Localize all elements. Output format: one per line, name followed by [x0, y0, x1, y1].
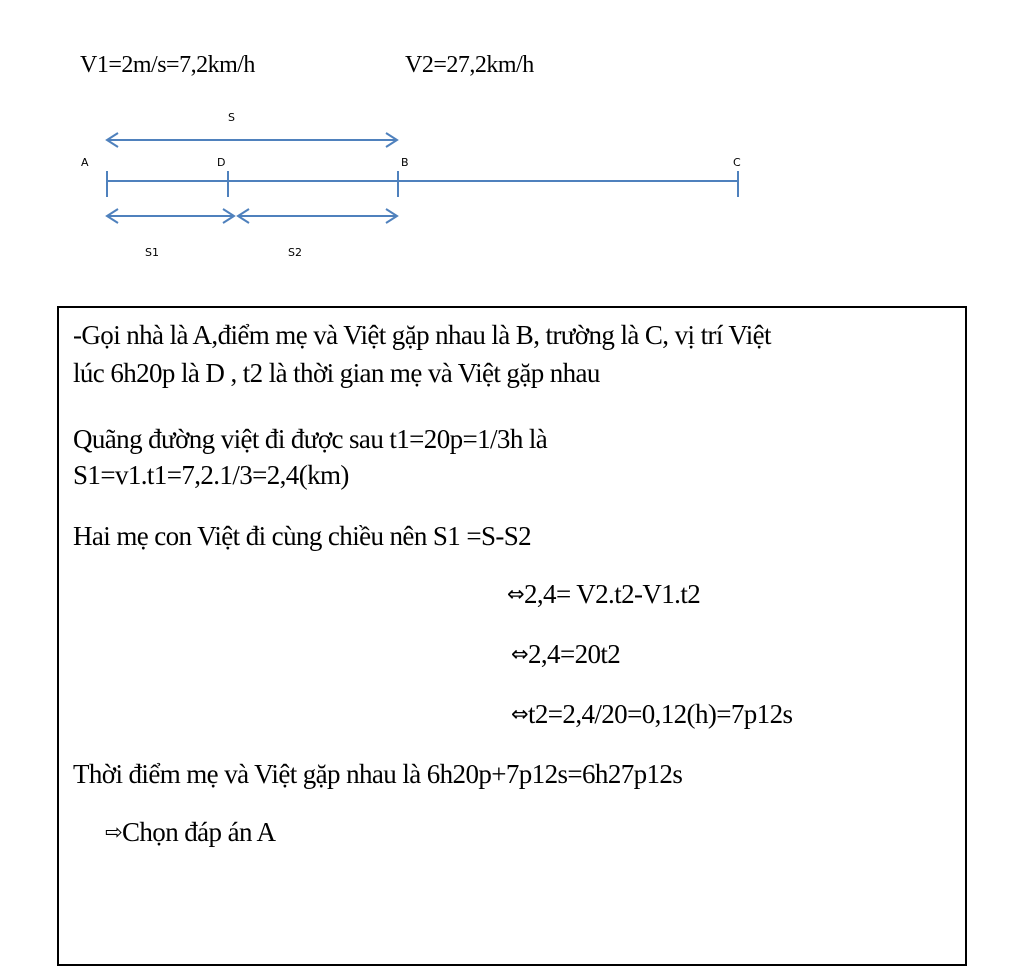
equation-3: [511, 697, 792, 733]
right-arrow-icon: ⇨: [105, 820, 122, 844]
meeting-time-line: Thời điểm mẹ và Việt gặp nhau là 6h20p+7p12s=6h27p12s: [73, 759, 683, 789]
speed-v2-label: V2=27,2km/h: [405, 52, 534, 78]
answer-line: [105, 815, 275, 851]
speed-v1-label: V1=2m/s=7,2km/h: [80, 52, 255, 78]
point-label-c: C: [733, 156, 741, 169]
point-label-d: D: [217, 156, 226, 169]
label-s: S: [228, 111, 235, 124]
equation-3-text: t2=2,4/20=0,12(h)=7p12s: [528, 699, 793, 729]
point-label-b: B: [401, 156, 409, 169]
distance-line-2: S1=v1.t1=7,2.1/3=2,4(km): [73, 460, 349, 490]
label-s2: S2: [288, 246, 302, 259]
point-label-a: A: [81, 156, 89, 169]
answer-text: Chọn đáp án A: [122, 817, 276, 847]
equivalence-icon: ⇔: [511, 642, 528, 666]
intro-line-1: -Gọi nhà là A,điểm mẹ và Việt gặp nhau là B, trường là C, vị trí Việt: [73, 320, 771, 350]
distance-line-1: Quãng đường việt đi được sau t1=20p=1/3h là: [73, 424, 548, 454]
distance-diagram: [0, 0, 1024, 300]
same-direction-line: Hai mẹ con Việt đi cùng chiều nên S1 =S-S2: [73, 521, 532, 551]
equation-2-text: 2,4=20t2: [528, 639, 621, 669]
solution-box: [57, 306, 967, 966]
equation-1: [507, 577, 700, 613]
equivalence-icon: ⇔: [511, 702, 528, 726]
diagram-lines: [107, 133, 738, 223]
equivalence-icon: ⇔: [507, 582, 524, 606]
intro-line-2: lúc 6h20p là D , t2 là thời gian mẹ và Việt gặp nhau: [73, 358, 600, 388]
equation-2: [511, 637, 620, 673]
label-s1: S1: [145, 246, 159, 259]
equation-1-text: 2,4= V2.t2-V1.t2: [524, 579, 701, 609]
